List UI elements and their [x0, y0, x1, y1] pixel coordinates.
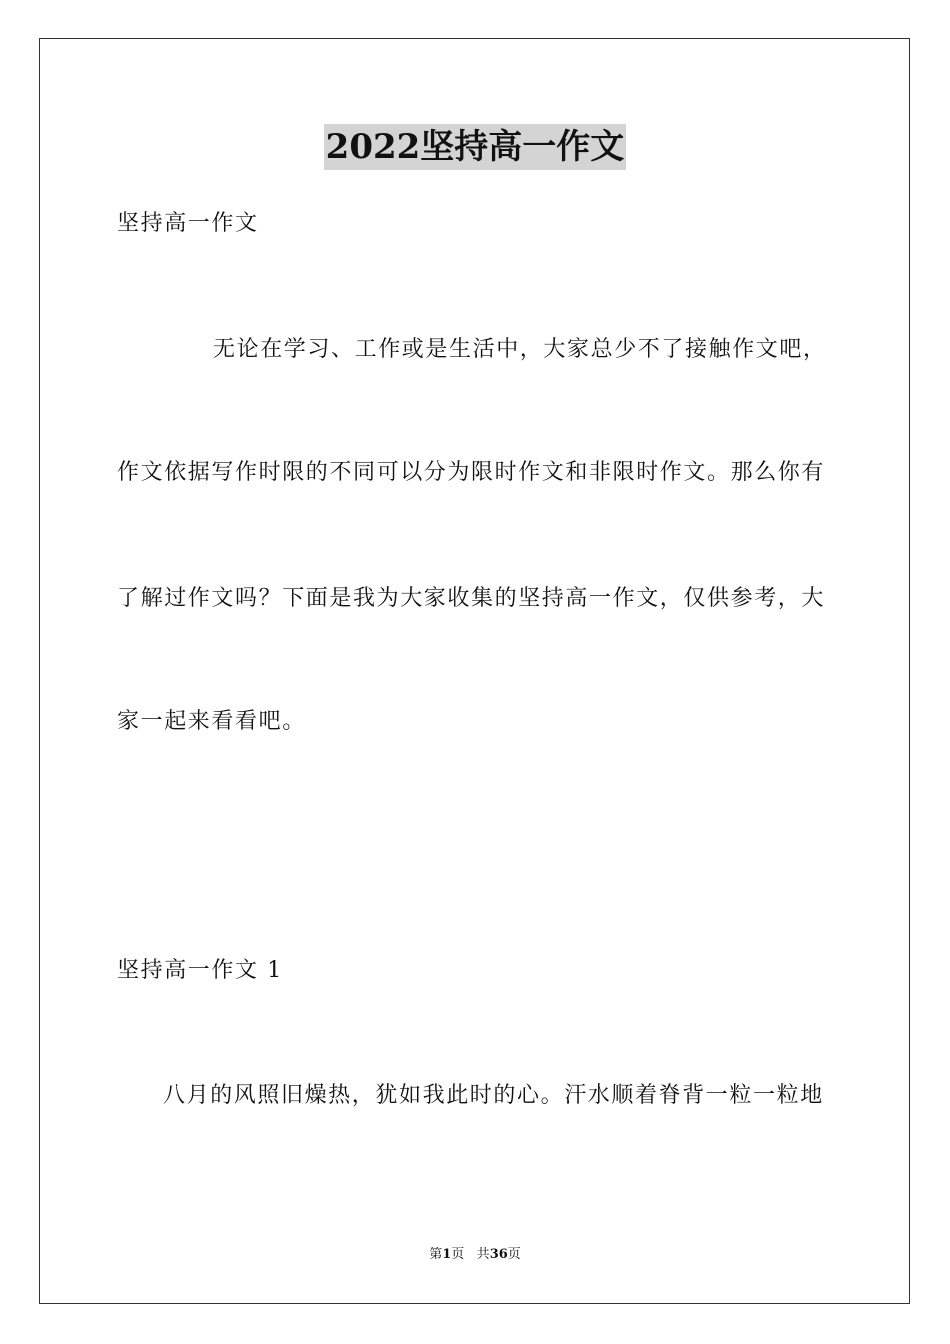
paragraph-line: 八月的风照旧燥热，犹如我此时的心。汗水顺着脊背一粒一粒地	[163, 1083, 824, 1108]
paragraph-line: 了解过作文吗？下面是我为大家收集的坚持高一作文，仅供参考，大	[117, 586, 826, 611]
document-heading: 坚持高一作文	[117, 211, 259, 236]
section-heading: 坚持高一作文 1	[117, 958, 283, 983]
page-footer	[0, 1246, 950, 1264]
footer-page-number: 1	[442, 1247, 452, 1262]
document-title: 2022坚持高一作文	[324, 124, 627, 170]
footer-total-pages: 36	[489, 1247, 508, 1262]
footer-total-suffix: 页	[507, 1247, 521, 1262]
title-container	[0, 124, 950, 170]
paragraph-line: 家一起来看看吧。	[117, 709, 306, 734]
paragraph-line: 无论在学习、工作或是生活中，大家总少不了接触作文吧，	[213, 337, 827, 362]
footer-page-suffix: 页	[451, 1247, 465, 1262]
paragraph-line: 作文依据写作时限的不同可以分为限时作文和非限时作文。那么你有	[117, 460, 826, 485]
footer-total-prefix: 共	[476, 1247, 490, 1262]
footer-page-prefix: 第	[429, 1247, 443, 1262]
